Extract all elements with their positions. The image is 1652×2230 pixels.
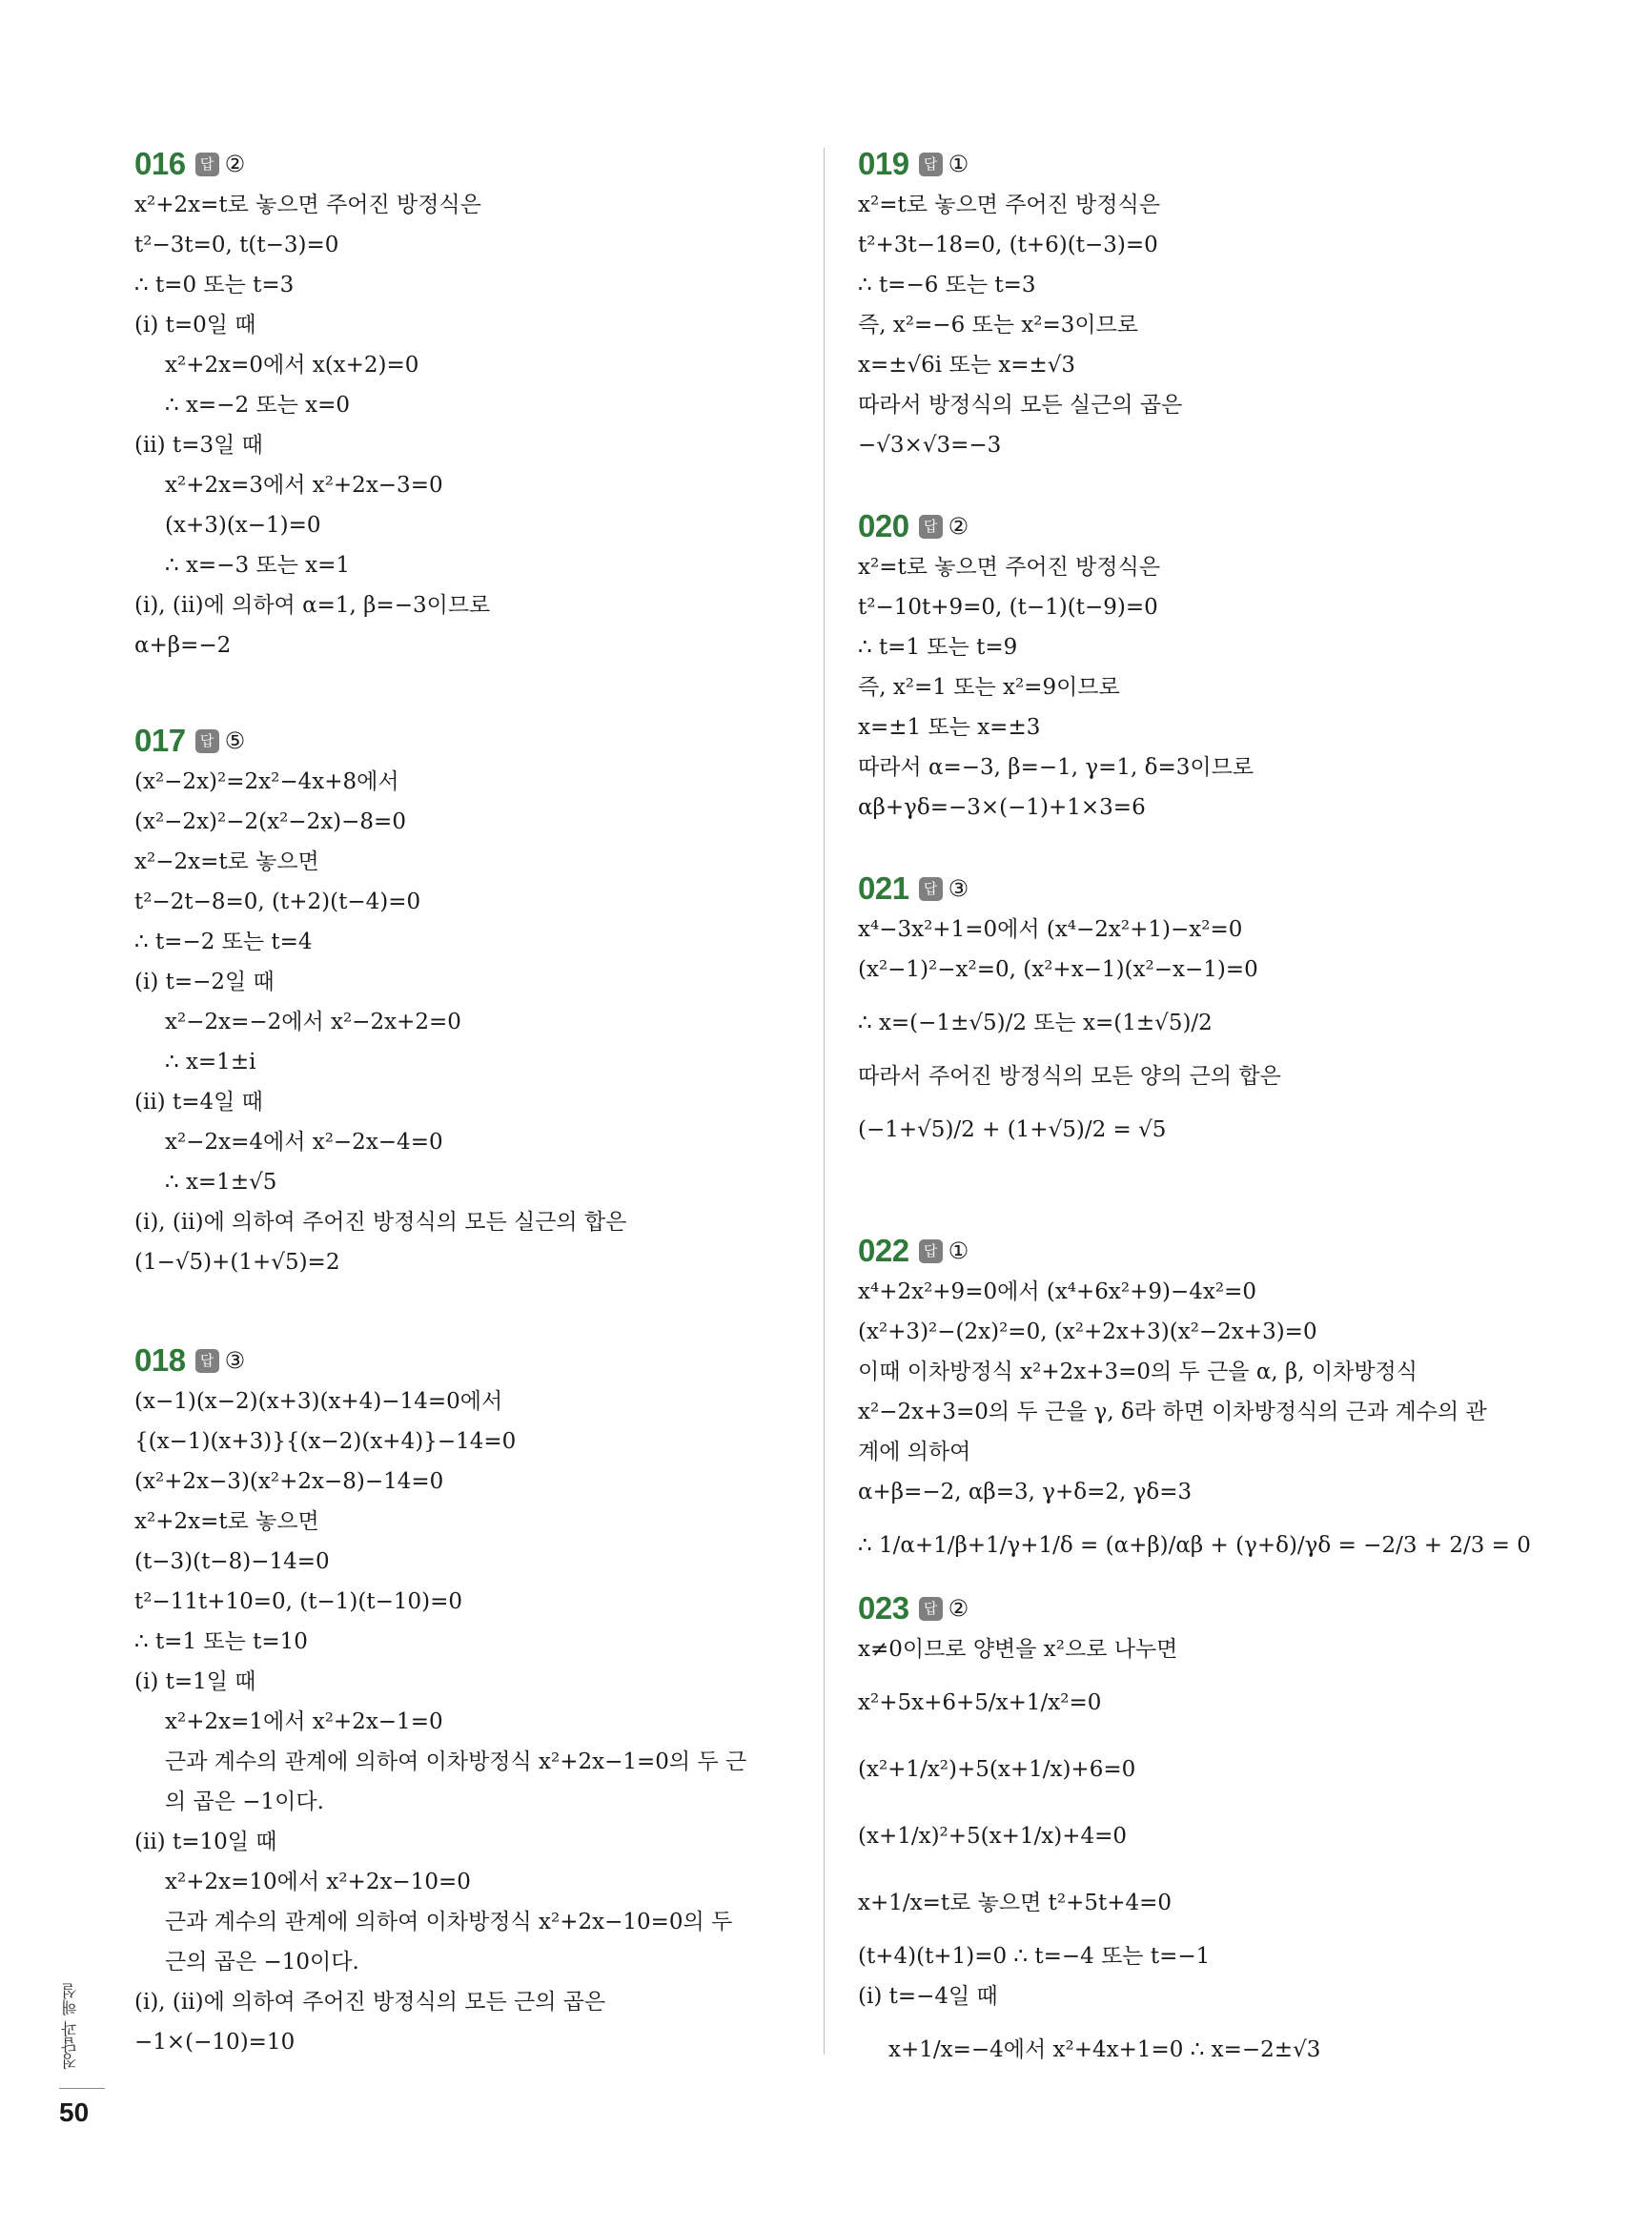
problem-header bbox=[134, 1340, 792, 1381]
solution-line: 따라서 주어진 방정식의 모든 양의 근의 합은 bbox=[858, 1064, 1281, 1089]
solution-line: {(x−1)(x+3)}{(x−2)(x+4)}−14=0 bbox=[134, 1429, 517, 1454]
solution-line: ∴ t=1 또는 t=9 bbox=[858, 635, 1018, 660]
problem-017 bbox=[134, 720, 792, 1282]
solution-line: x⁴−3x²+1=0에서 (x⁴−2x²+1)−x²=0 bbox=[858, 917, 1243, 942]
problem-number: 021 bbox=[858, 870, 909, 906]
solution-line: α+β=−2, αβ=3, γ+δ=2, γδ=3 bbox=[858, 1480, 1193, 1504]
solution-line: −1×(−10)=10 bbox=[134, 2030, 296, 2055]
solution-line: x²+2x=t로 놓으면 bbox=[134, 1509, 319, 1534]
solution-line: (t−3)(t−8)−14=0 bbox=[134, 1549, 330, 1574]
solution-line: x²−2x=t로 놓으면 bbox=[134, 849, 319, 874]
solution-line: 따라서 방정식의 모든 실근의 곱은 bbox=[858, 393, 1183, 418]
solution-line: (x²−2x)²=2x²−4x+8에서 bbox=[134, 769, 399, 794]
solution-line: 따라서 α=−3, β=−1, γ=1, δ=3이므로 bbox=[858, 755, 1254, 780]
solution-line: ∴ t=−2 또는 t=4 bbox=[134, 930, 313, 954]
solution-line: t²+3t−18=0, (t+6)(t−3)=0 bbox=[858, 233, 1158, 257]
answer-choice: ③ bbox=[224, 1347, 246, 1374]
solution-line: 즉, x²=1 또는 x²=9이므로 bbox=[858, 675, 1120, 700]
solution-line: (x+1/x)²+5(x+1/x)+4=0 bbox=[858, 1824, 1128, 1849]
solution-line: x²+2x=0에서 x(x+2)=0 bbox=[165, 353, 419, 378]
answer-badge: 답 bbox=[919, 1239, 943, 1263]
solution-line: (ⅱ) t=10일 때 bbox=[134, 1830, 277, 1854]
problem-header bbox=[858, 1587, 1525, 1629]
solution-line: (x+3)(x−1)=0 bbox=[165, 513, 321, 538]
problem-number: 018 bbox=[134, 1342, 186, 1378]
solution-line: 근과 계수의 관계에 의하여 이차방정식 x²+2x−1=0의 두 근 bbox=[165, 1749, 747, 1774]
answer-badge: 답 bbox=[919, 515, 943, 539]
problem-header bbox=[858, 868, 1525, 910]
answer-badge: 답 bbox=[919, 877, 943, 901]
problem-number: 022 bbox=[858, 1233, 909, 1268]
solution-line: α+β=−2 bbox=[134, 633, 232, 658]
solution-line: x=±√6i 또는 x=±√3 bbox=[858, 353, 1076, 378]
solution-line: x=±1 또는 x=±3 bbox=[858, 715, 1041, 740]
problem-022 bbox=[858, 1230, 1531, 1579]
solution-line: (ⅰ) t=−4일 때 bbox=[858, 1984, 998, 2009]
problem-023 bbox=[858, 1587, 1525, 2083]
solution-line: (x²+2x−3)(x²+2x−8)−14=0 bbox=[134, 1469, 444, 1494]
solution-line: x²+2x=3에서 x²+2x−3=0 bbox=[165, 473, 443, 498]
solution-line: (x²+3)²−(2x)²=0, (x²+2x+3)(x²−2x+3)=0 bbox=[858, 1320, 1317, 1344]
solution-line: (ⅰ) t=1일 때 bbox=[134, 1669, 256, 1694]
solution-line: x²−2x=4에서 x²−2x−4=0 bbox=[165, 1130, 443, 1155]
answer-choice: ⑤ bbox=[224, 727, 246, 754]
problem-number: 023 bbox=[858, 1590, 909, 1626]
problem-number: 016 bbox=[134, 146, 186, 181]
solution-line: 계에 의하여 bbox=[858, 1440, 971, 1464]
solution-line: ∴ t=1 또는 t=10 bbox=[134, 1629, 308, 1654]
solution-line: (ⅱ) t=3일 때 bbox=[134, 433, 263, 458]
solution-line: 의 곱은 −1이다. bbox=[165, 1790, 324, 1814]
solution-line: ∴ x=−2 또는 x=0 bbox=[165, 393, 351, 418]
solution-line: x≠0이므로 양변을 x²으로 나누면 bbox=[858, 1637, 1178, 1662]
answer-choice: ① bbox=[948, 151, 969, 177]
solution-line: x²=t로 놓으면 주어진 방정식은 bbox=[858, 193, 1161, 217]
solution-line: ∴ x=1±i bbox=[165, 1050, 256, 1074]
solution-line: ∴ x=−3 또는 x=1 bbox=[165, 553, 351, 578]
problem-020 bbox=[858, 505, 1525, 828]
problem-021 bbox=[858, 868, 1525, 1163]
solution-line: (ⅰ) t=0일 때 bbox=[134, 313, 256, 338]
solution-line: x²+2x=10에서 x²+2x−10=0 bbox=[165, 1870, 471, 1894]
solution-line: ∴ x=(−1±√5)/2 또는 x=(1±√5)/2 bbox=[858, 1011, 1213, 1035]
solution-line: x²−2x+3=0의 두 근을 γ, δ라 하면 이차방정식의 근과 계수의 관 bbox=[858, 1400, 1487, 1424]
solution-line: 근과 계수의 관계에 의하여 이차방정식 x²+2x−10=0의 두 bbox=[165, 1910, 733, 1934]
solution-line: x⁴+2x²+9=0에서 (x⁴+6x²+9)−4x²=0 bbox=[858, 1279, 1256, 1304]
solution-line: x²−2x=−2에서 x²−2x+2=0 bbox=[165, 1010, 461, 1034]
problem-number: 017 bbox=[134, 723, 186, 758]
solution-line: 즉, x²=−6 또는 x²=3이므로 bbox=[858, 313, 1139, 338]
solution-line: x+1/x=t로 놓으면 t²+5t+4=0 bbox=[858, 1891, 1173, 1915]
solution-line: ∴ t=−6 또는 t=3 bbox=[858, 273, 1036, 297]
solution-line: (x²+1/x²)+5(x+1/x)+6=0 bbox=[858, 1757, 1136, 1782]
answer-choice: ① bbox=[948, 1238, 969, 1264]
solution-line: x²=t로 놓으면 주어진 방정식은 bbox=[858, 555, 1161, 580]
solution-line: (x²−1)²−x²=0, (x²+x−1)(x²−x−1)=0 bbox=[858, 957, 1258, 982]
answer-badge: 답 bbox=[195, 1349, 219, 1373]
solution-line: −√3×√3=−3 bbox=[858, 433, 1002, 458]
problem-019 bbox=[858, 143, 1525, 465]
side-rule bbox=[59, 2088, 105, 2089]
answer-badge: 답 bbox=[919, 1597, 943, 1621]
solution-line: x²+2x=t로 놓으면 주어진 방정식은 bbox=[134, 193, 481, 217]
solution-line: 근의 곱은 −10이다. bbox=[165, 1950, 359, 1974]
page-number: 50 bbox=[59, 2097, 90, 2127]
solution-line: t²−2t−8=0, (t+2)(t−4)=0 bbox=[134, 890, 421, 914]
side-section-label: 정답과 해설 bbox=[62, 1983, 81, 2070]
solution-line: t²−10t+9=0, (t−1)(t−9)=0 bbox=[858, 595, 1158, 620]
solution-line: (ⅱ) t=4일 때 bbox=[134, 1090, 263, 1115]
solution-line: (ⅰ), (ⅱ)에 의하여 α=1, β=−3이므로 bbox=[134, 593, 491, 618]
answer-choice: ② bbox=[948, 513, 969, 540]
solution-line: x²+5x+6+5/x+1/x²=0 bbox=[858, 1690, 1102, 1715]
problem-header bbox=[858, 143, 1525, 185]
answer-badge: 답 bbox=[919, 153, 943, 176]
problem-header bbox=[134, 143, 792, 185]
solution-line: ∴ t=0 또는 t=3 bbox=[134, 273, 295, 297]
problem-number: 019 bbox=[858, 146, 909, 181]
answer-badge: 답 bbox=[195, 729, 219, 753]
solution-line: t²−11t+10=0, (t−1)(t−10)=0 bbox=[134, 1589, 463, 1614]
answer-badge: 답 bbox=[195, 153, 219, 176]
solution-line: (ⅰ), (ⅱ)에 의하여 주어진 방정식의 모든 근의 곱은 bbox=[134, 1990, 606, 2015]
answer-choice: ③ bbox=[948, 875, 969, 902]
solution-line: (x²−2x)²−2(x²−2x)−8=0 bbox=[134, 809, 406, 834]
solution-line: ∴ 1/α+1/β+1/γ+1/δ = (α+β)/αβ + (γ+δ)/γδ = −2/3 + 2/3 = 0 bbox=[858, 1533, 1531, 1558]
solution-line: t²−3t=0, t(t−3)=0 bbox=[134, 233, 339, 257]
problem-016 bbox=[134, 143, 792, 665]
solution-line: (x−1)(x−2)(x+3)(x+4)−14=0에서 bbox=[134, 1389, 503, 1414]
problem-018 bbox=[134, 1340, 792, 2062]
solution-line: (ⅰ) t=−2일 때 bbox=[134, 970, 275, 994]
solution-line: (1−√5)+(1+√5)=2 bbox=[134, 1250, 340, 1275]
problem-header bbox=[858, 505, 1525, 547]
problem-number: 020 bbox=[858, 508, 909, 543]
solution-line: x+1/x=−4에서 x²+4x+1=0 ∴ x=−2±√3 bbox=[888, 2037, 1321, 2062]
solution-line: (t+4)(t+1)=0 ∴ t=−4 또는 t=−1 bbox=[858, 1944, 1211, 1969]
solution-line: (−1+√5)/2 + (1+√5)/2 = √5 bbox=[858, 1117, 1167, 1142]
solution-line: 이때 이차방정식 x²+2x+3=0의 두 근을 α, β, 이차방정식 bbox=[858, 1360, 1417, 1384]
column-divider bbox=[824, 148, 825, 2055]
problem-header bbox=[134, 720, 792, 762]
solution-line: ∴ x=1±√5 bbox=[165, 1170, 277, 1195]
answer-choice: ② bbox=[948, 1595, 969, 1622]
problem-header bbox=[858, 1230, 1525, 1272]
solution-line: (ⅰ), (ⅱ)에 의하여 주어진 방정식의 모든 실근의 합은 bbox=[134, 1210, 627, 1235]
solution-line: x²+2x=1에서 x²+2x−1=0 bbox=[165, 1709, 443, 1734]
solution-line: αβ+γδ=−3×(−1)+1×3=6 bbox=[858, 795, 1146, 820]
answer-choice: ② bbox=[224, 151, 246, 177]
